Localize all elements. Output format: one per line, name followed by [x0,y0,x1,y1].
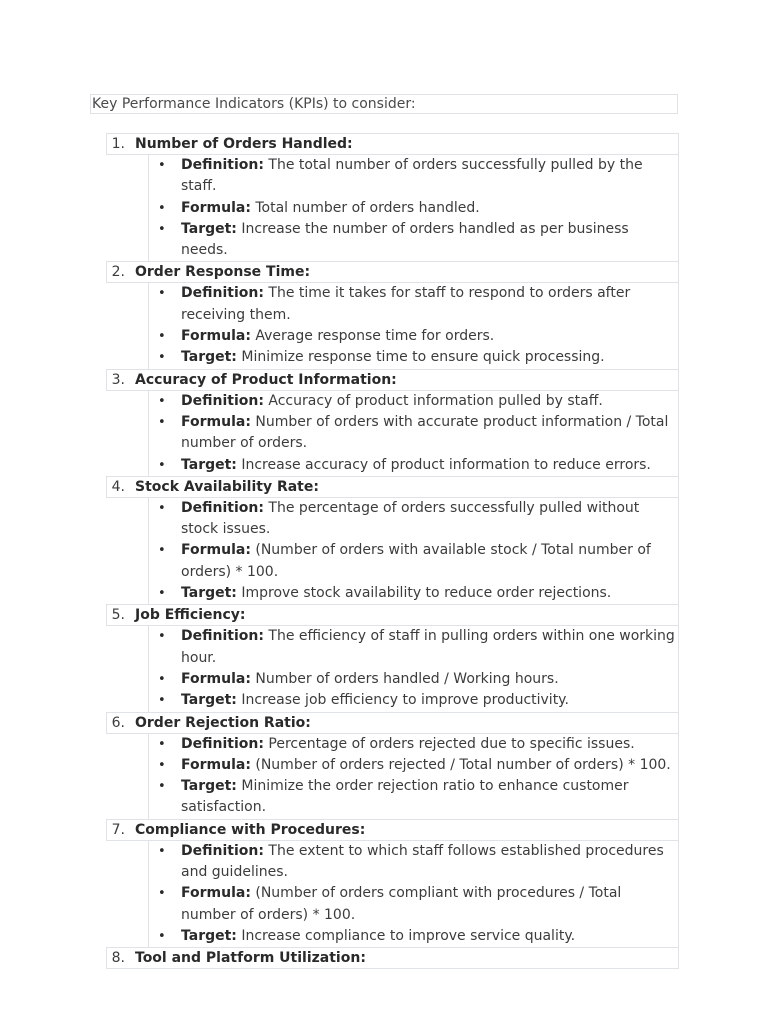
target-text: Increase job efficiency to improve productivity. [241,692,569,709]
bullet-icon: • [158,736,166,752]
kpi-definition [149,734,678,755]
definition-label: Definition: [181,392,264,409]
formula-text: (Number of orders with available stock / Total number of orders) * 100. [181,542,651,580]
kpi-title: Accuracy of Product Information: [135,371,397,388]
kpi-title: Job Efficiency: [135,607,246,624]
definition-text: The total number of orders successfully pulled by the staff. [181,157,643,195]
kpi-heading [106,819,679,841]
kpi-title: Order Rejection Ratio: [135,714,311,731]
formula-label: Formula: [181,542,251,559]
formula-text: (Number of orders compliant with procedures / Total number of orders) * 100. [181,885,622,923]
bullet-icon: • [158,350,166,366]
kpi-details [148,154,679,262]
formula-label: Formula: [181,328,251,345]
bullet-icon: • [158,886,166,902]
target-label: Target: [181,349,237,366]
formula-label: Formula: [181,756,251,773]
kpi-title: Order Response Time: [135,264,311,281]
kpi-heading [106,133,679,155]
kpi-heading [106,261,679,283]
bullet-icon: • [158,629,166,645]
kpi-number: 8. [111,950,125,967]
bullet-icon: • [158,393,166,409]
kpi-target [149,219,678,262]
target-text: Improve stock availability to reduce order rejections. [241,585,612,602]
kpi-definition [149,391,678,412]
kpi-number: 1. [111,136,125,152]
kpi-item [106,947,679,969]
formula-label: Formula: [181,413,251,430]
kpi-definition [149,841,678,884]
definition-label: Definition: [181,157,264,173]
formula-text: Average response time for orders. [255,328,495,345]
kpi-details [148,282,679,369]
kpi-definition [149,626,678,669]
bullet-icon: • [158,843,166,859]
bullet-icon: • [158,158,166,173]
target-text: Minimize response time to ensure quick processing. [241,349,605,366]
kpi-details [148,497,679,605]
kpi-formula [149,412,678,455]
kpi-definition [149,498,678,541]
kpi-formula [149,883,678,926]
kpi-item [106,712,679,820]
definition-text: The time it takes for staff to respond to orders after receiving them. [181,285,631,323]
kpi-item [106,261,679,369]
kpi-details [148,625,679,712]
formula-label: Formula: [181,670,251,687]
bullet-icon: • [158,457,166,473]
kpi-number: 6. [111,714,125,731]
kpi-formula [149,198,678,219]
target-label: Target: [181,585,237,602]
kpi-details [148,733,679,820]
bullet-icon: • [158,693,166,709]
definition-label: Definition: [181,285,264,302]
intro-text: Key Performance Indicators (KPIs) to consider: [90,94,678,114]
kpi-heading [106,369,679,391]
kpi-item [106,604,679,712]
kpi-formula [149,540,678,583]
formula-text: (Number of orders rejected / Total number of orders) * 100. [255,756,671,773]
kpi-item [106,369,679,477]
definition-text: The percentage of orders successfully pulled without stock issues. [181,499,640,538]
kpi-title: Tool and Platform Utilization: [135,950,366,967]
definition-label: Definition: [181,842,264,859]
bullet-icon: • [158,329,166,345]
kpi-list [106,134,679,969]
kpi-number: 5. [111,607,125,624]
definition-label: Definition: [181,735,264,752]
target-label: Target: [181,456,237,473]
definition-text: The efficiency of staff in pulling orders within one working hour. [181,628,675,666]
kpi-heading [106,712,679,734]
kpi-item [106,819,679,948]
target-text: Increase the number of orders handled as per business needs. [181,220,629,259]
target-text: Increase compliance to improve service quality. [241,927,576,944]
kpi-heading [106,947,679,969]
bullet-icon: • [158,500,166,516]
bullet-icon: • [158,586,166,602]
kpi-target [149,347,678,368]
target-text: Minimize the order rejection ratio to enhance customer satisfaction. [181,778,629,816]
kpi-details [148,840,679,948]
bullet-icon: • [158,414,166,430]
kpi-number: 3. [111,371,125,388]
bullet-icon: • [158,200,166,216]
bullet-icon: • [158,286,166,302]
kpi-heading [106,476,679,498]
kpi-number: 2. [111,264,125,281]
target-label: Target: [181,692,237,709]
bullet-icon: • [158,928,166,944]
definition-label: Definition: [181,628,264,645]
formula-label: Formula: [181,199,251,216]
formula-label: Formula: [181,885,251,902]
kpi-formula [149,755,678,776]
target-label: Target: [181,778,237,795]
kpi-target [149,690,678,711]
kpi-title: Stock Availability Rate: [135,478,319,495]
kpi-target [149,776,678,819]
bullet-icon: • [158,221,166,237]
kpi-formula [149,326,678,347]
kpi-title: Number of Orders Handled: [135,136,353,152]
definition-text: The extent to which staff follows established procedures and guidelines. [181,842,664,881]
kpi-number: 4. [111,478,125,495]
kpi-target [149,926,678,947]
kpi-item [106,133,679,262]
kpi-target [149,583,678,604]
kpi-target [149,455,678,476]
kpi-heading [106,604,679,626]
definition-label: Definition: [181,499,264,516]
kpi-definition [149,283,678,326]
definition-text: Accuracy of product information pulled by staff. [268,392,603,409]
target-label: Target: [181,927,237,944]
kpi-details [148,390,679,477]
formula-text: Number of orders with accurate product information / Total number of orders. [181,413,669,452]
formula-text: Number of orders handled / Working hours. [255,670,559,687]
kpi-formula [149,669,678,690]
bullet-icon: • [158,671,166,687]
kpi-definition [149,155,678,198]
formula-text: Total number of orders handled. [255,199,480,216]
bullet-icon: • [158,757,166,773]
target-text: Increase accuracy of product information to reduce errors. [241,456,651,473]
kpi-number: 7. [111,821,125,838]
kpi-title: Compliance with Procedures: [135,821,366,838]
definition-text: Percentage of orders rejected due to specific issues. [268,735,635,752]
target-label: Target: [181,220,237,237]
bullet-icon: • [158,543,166,559]
bullet-icon: • [158,779,166,795]
kpi-item [106,476,679,605]
